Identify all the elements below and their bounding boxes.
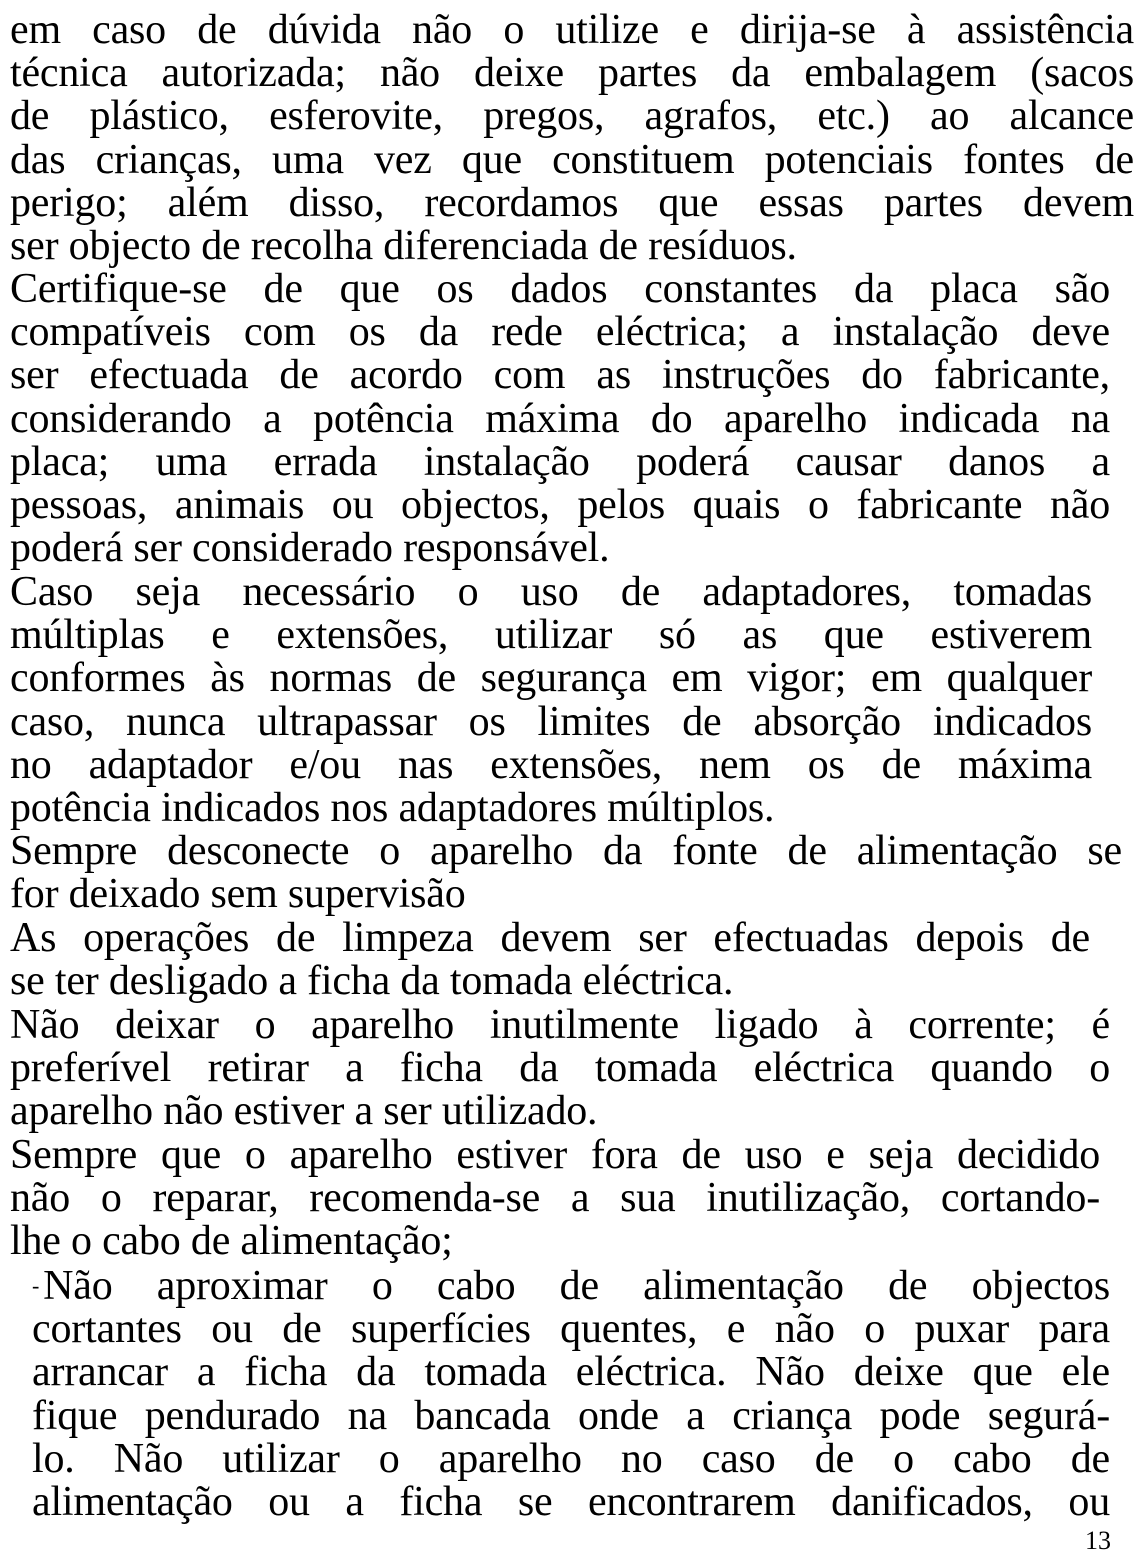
text-line: conformes às normas de segurança em vigor; em qualquer <box>10 655 1092 702</box>
text-line: ser efectuada de acordo com as instruções do fabricante, <box>10 352 1110 399</box>
page-number: 13 <box>1085 1526 1111 1555</box>
paragraph-packaging-warning <box>10 9 1134 268</box>
bullet-dash: - <box>32 1273 40 1298</box>
text-line: ser objecto de recolha diferenciada de resíduos. <box>10 223 797 270</box>
text-line: no adaptador e/ou nas extensões, nem os de máxima <box>10 741 1092 788</box>
text-line: caso, nunca ultrapassar os limites de absorção indicados <box>10 698 1092 745</box>
text-line: lhe o cabo de alimentação; <box>10 1218 453 1265</box>
text-line: Caso seja necessário o uso de adaptadores, tomadas <box>10 569 1092 615</box>
text-line <box>32 1264 1110 1308</box>
text-line: placa; uma errada instalação poderá causar danos a <box>10 438 1110 485</box>
text-line: perigo; além disso, recordamos que essas partes devem <box>10 179 1134 226</box>
paragraph-rating-plate <box>10 268 1110 570</box>
text-line: alimentação ou a ficha se encontrarem danificados, ou <box>32 1479 1110 1526</box>
text-line: Certifique-se de que os dados constantes da placa são <box>10 266 1110 312</box>
text-line: técnica autorizada; não deixe partes da embalagem (sacos <box>10 50 1134 97</box>
text-line: não o reparar, recomenda-se a sua inutilização, cortando- <box>10 1175 1100 1222</box>
text-line: Sempre desconecte o aparelho da fonte de alimentação se <box>10 828 1122 874</box>
paragraph-cleaning <box>10 917 1090 1003</box>
text-line: preferível retirar a ficha da tomada eléctrica quando o <box>10 1045 1110 1092</box>
text-line: aparelho não estiver a ser utilizado. <box>10 1088 598 1135</box>
text-line: em caso de dúvida não o utilize e dirija-se à assistência <box>10 7 1134 53</box>
text-line: se ter desligado a ficha da tomada eléctrica. <box>10 958 734 1005</box>
text-line: considerando a potência máxima do aparelho indicada na <box>10 395 1110 442</box>
text-line: de plástico, esferovite, pregos, agrafos, etc.) ao alcance <box>10 93 1134 140</box>
bullet-first-line-text: Não aproximar o cabo de alimentação de objectos <box>43 1263 1110 1309</box>
text-line: Sempre que o aparelho estiver fora de uso e seja decidido <box>10 1132 1100 1178</box>
text-line: pessoas, animais ou objectos, pelos quais o fabricante não <box>10 482 1110 529</box>
bullet-paragraph-power-cord <box>32 1264 1110 1524</box>
paragraph-disconnect <box>10 830 1122 916</box>
text-line: arrancar a ficha da tomada eléctrica. Não deixe que ele <box>32 1349 1110 1396</box>
text-line: potência indicados nos adaptadores múltiplos. <box>10 785 775 832</box>
text-line: poderá ser considerado responsável. <box>10 525 610 572</box>
paragraph-adapters <box>10 571 1092 830</box>
text-line: das crianças, uma vez que constituem potenciais fontes de <box>10 136 1134 183</box>
text-line: compatíveis com os da rede eléctrica; a instalação deve <box>10 309 1110 356</box>
paragraph-unplug <box>10 1004 1110 1134</box>
text-line: As operações de limpeza devem ser efectuadas depois de <box>10 915 1090 961</box>
text-line: for deixado sem supervisão <box>10 871 466 918</box>
text-line: cortantes ou de superfícies quentes, e não o puxar para <box>32 1306 1110 1353</box>
paragraph-disposal <box>10 1134 1100 1264</box>
text-line: lo. Não utilizar o aparelho no caso de o cabo de <box>32 1435 1110 1482</box>
text-line: fique pendurado na bancada onde a criança pode segurá- <box>32 1392 1110 1439</box>
text-line: Não deixar o aparelho inutilmente ligado à corrente; é <box>10 1002 1110 1048</box>
text-line: múltiplas e extensões, utilizar só as que estiverem <box>10 612 1092 659</box>
